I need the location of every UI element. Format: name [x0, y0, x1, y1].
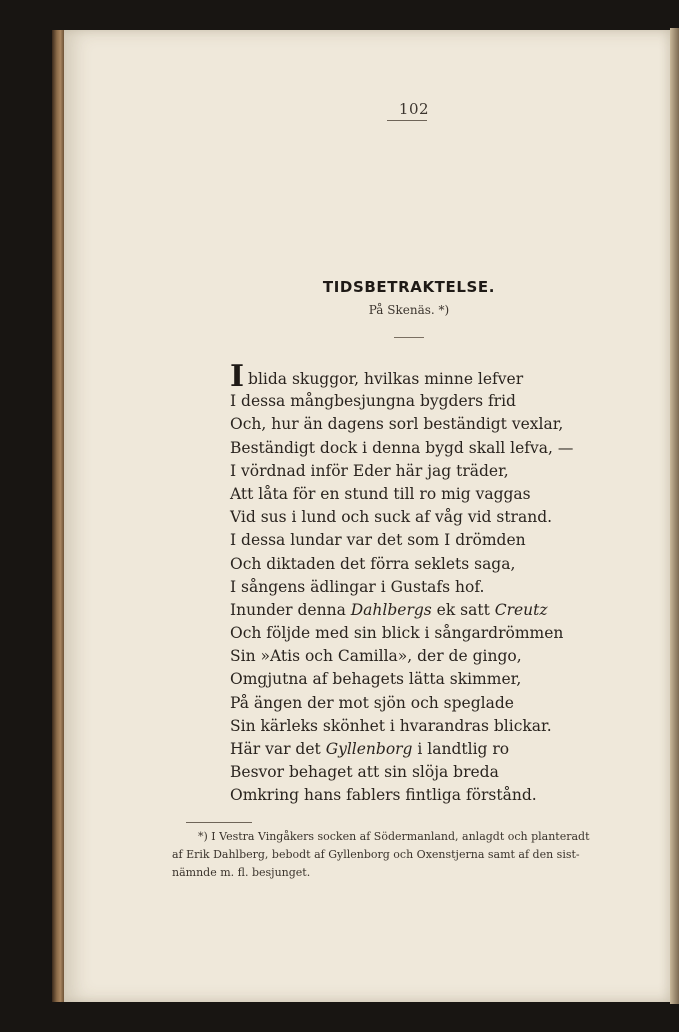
poem-line-8: I dessa lundar var det som I drömden: [230, 531, 526, 550]
poem-line-7: Vid sus i lund och suck af våg vid strand.: [230, 508, 553, 527]
poem-subtitle: På Skenäs. *): [368, 303, 450, 317]
poem-line-1-text: blida skuggor, hvilkas minne lefver: [248, 370, 524, 388]
poem-line-11: [230, 599, 650, 622]
poem-line-11-name-dahlberg: Dahlbergs: [350, 600, 432, 619]
book-spine-edge: [52, 30, 64, 1002]
footnote: [172, 828, 652, 882]
poem-line-17: [230, 738, 650, 761]
poem-line-4: Beständigt dock i denna bygd skall lefva, —: [230, 438, 574, 457]
poem-line-9: Och diktaden det förra seklets saga,: [230, 554, 516, 573]
page-number-underline: [387, 120, 427, 121]
page-stack-edge: [670, 28, 679, 1004]
poem-line-14: Omgjutna af behagets lätta skimmer,: [230, 670, 522, 689]
drop-cap-initial: I: [230, 359, 245, 394]
poem-line-12: Och följde med sin blick i sångardrömmen: [230, 624, 564, 643]
poem-line-13: Sin »Atis och Camilla», der de gingo,: [230, 647, 522, 666]
poem-line-6: Att låta för en stund till ro mig vaggas: [230, 484, 531, 503]
footnote-divider: [186, 822, 252, 823]
footnote-line-3: nämnde m. fl. besjunget.: [172, 866, 311, 879]
poem-line-5: I vördnad inför Eder här jag träder,: [230, 461, 509, 480]
poem-line-3: Och, hur än dagens sorl beständigt vexlar,: [230, 415, 564, 434]
footnote-line-2: af Erik Dahlberg, bebodt af Gyllenborg och Oxenstjerna samt af den sist-: [172, 848, 580, 861]
poem-body: [230, 359, 650, 808]
poem-line-11-name-creutz: Creutz: [494, 600, 548, 619]
poem-line-15: På ängen der mot sjön och speglade: [230, 693, 514, 712]
poem-line-1: [230, 359, 650, 394]
poem-line-11-a: Inunder denna: [230, 600, 351, 619]
poem-line-10: I sångens ädlingar i Gustafs hof.: [230, 577, 485, 596]
page-number: 102: [398, 100, 430, 118]
poem-line-17-name-gyllenborg: Gyllenborg: [325, 740, 413, 758]
poem-line-17-b: i landtlig ro: [412, 740, 510, 758]
page-sheet: [64, 30, 670, 1002]
poem-line-18: Besvor behaget att sin slöja breda: [230, 763, 499, 782]
poem-title: TIDSBETRAKTELSE.: [322, 278, 496, 296]
footnote-line-1: *) I Vestra Vingåkers socken af Södermanland, anlagdt och planteradt: [198, 830, 590, 843]
poem-line-17-a: Här var det: [230, 740, 326, 758]
poem-line-19: Omkring hans fablers fintliga förstånd.: [230, 786, 537, 805]
poem-line-2: I dessa mångbesjungna bygders frid: [230, 392, 516, 411]
title-divider: [394, 337, 424, 338]
poem-line-16: Sin kärleks skönhet i hvarandras blickar.: [230, 716, 552, 735]
poem-line-11-b: ek satt: [431, 600, 495, 619]
